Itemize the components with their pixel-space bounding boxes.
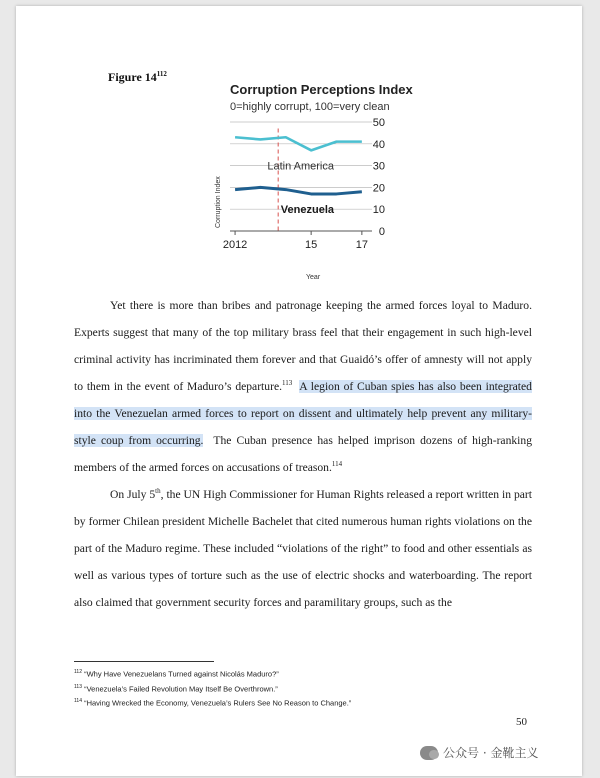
- y-tick-20: 20: [372, 182, 385, 195]
- footnote-divider: [74, 661, 214, 662]
- watermark-text: 公众号 · 金靴主义: [443, 746, 539, 760]
- ordinal-suffix: th: [155, 487, 161, 496]
- series-line-venezuela: [235, 187, 362, 194]
- y-axis-label: Corruption Index: [215, 176, 222, 228]
- footnote-text: “Having Wrecked the Economy, Venezuela’s Rulers See No Reason to Change.”: [84, 698, 352, 708]
- series-label-latin-america: Latin America: [267, 160, 334, 173]
- paragraph-1-text: Yet there is more than bribes and patronage keeping the armed forces loyal to Maduro. Experts suggest that many of the top military brass feel that their engagement in such high-level criminal activity has incriminated them forever and that Guaidó’s offer of amnesty will not apply to them in the event of Maduro’s departure.: [74, 299, 532, 393]
- y-tick-labels: [373, 117, 385, 238]
- watermark: [420, 744, 538, 761]
- y-tick-0: 0: [378, 226, 385, 238]
- y-tick-50: 50: [372, 117, 385, 129]
- chart-title: Corruption Perceptions Index: [230, 82, 413, 97]
- x-tick-2012: 2012: [222, 239, 248, 251]
- paragraph-2-text-start: On July 5: [110, 488, 156, 501]
- paragraph-2: [74, 481, 532, 616]
- x-axis-label: Year: [306, 274, 321, 281]
- x-tick-15: 15: [305, 239, 318, 251]
- footnote-number: 114: [74, 698, 82, 704]
- series-label-venezuela: Venezuela: [280, 204, 334, 217]
- footnotes: [74, 666, 351, 710]
- page-number: 50: [516, 716, 527, 728]
- footnote-number: 112: [74, 669, 82, 675]
- footnote-113: [74, 681, 351, 696]
- corruption-index-chart: [194, 78, 414, 284]
- x-tick-labels: [223, 239, 368, 251]
- footnote-text: “Why Have Venezuelans Turned against Nicolás Maduro?”: [84, 669, 279, 679]
- footnote-ref-114: 114: [331, 460, 343, 469]
- y-tick-30: 30: [372, 160, 385, 173]
- figure-label: [108, 70, 167, 85]
- y-tick-40: 40: [372, 138, 385, 151]
- body-text: [74, 292, 532, 616]
- footnote-114: [74, 695, 351, 710]
- document-page: [16, 6, 582, 776]
- footnote-ref-113: 113: [281, 379, 293, 388]
- wechat-icon: [420, 746, 438, 760]
- footnote-112: [74, 666, 351, 681]
- footnote-number: 113: [74, 683, 82, 690]
- highlighted-text: A legion of Cuban spies has also been integrated into the Venezuelan armed forces to report on dissent and ultimately help prevent any military-style coup from occurring.: [74, 380, 532, 447]
- figure-label-footnote-ref: 112: [156, 70, 167, 78]
- paragraph-1-text-end: The Cuban presence has helped imprison dozens of high-ranking members of the armed forces on accusations of treason.: [74, 434, 532, 474]
- paragraph-2-text: , the UN High Commissioner for Human Rights released a report written in part by former Chilean president Michelle Bachelet that cited numerous human rights violations on the part of the Maduro regime. These included “violations of the right” to food and other essentials as well as various types of torture such as the use of electric shocks and waterboarding. The report also claimed that government security forces and paramilitary groups, such as the: [74, 488, 533, 609]
- figure-label-text: Figure 14: [108, 70, 157, 84]
- y-tick-10: 10: [372, 204, 385, 217]
- chart-subtitle: 0=highly corrupt, 100=very clean: [230, 101, 390, 113]
- footnote-text: “Venezuela’s Failed Revolution May Itself Be Overthrown.”: [84, 684, 278, 693]
- paragraph-1: [74, 292, 532, 481]
- chart-series: [235, 137, 362, 216]
- x-tick-17: 17: [355, 239, 368, 251]
